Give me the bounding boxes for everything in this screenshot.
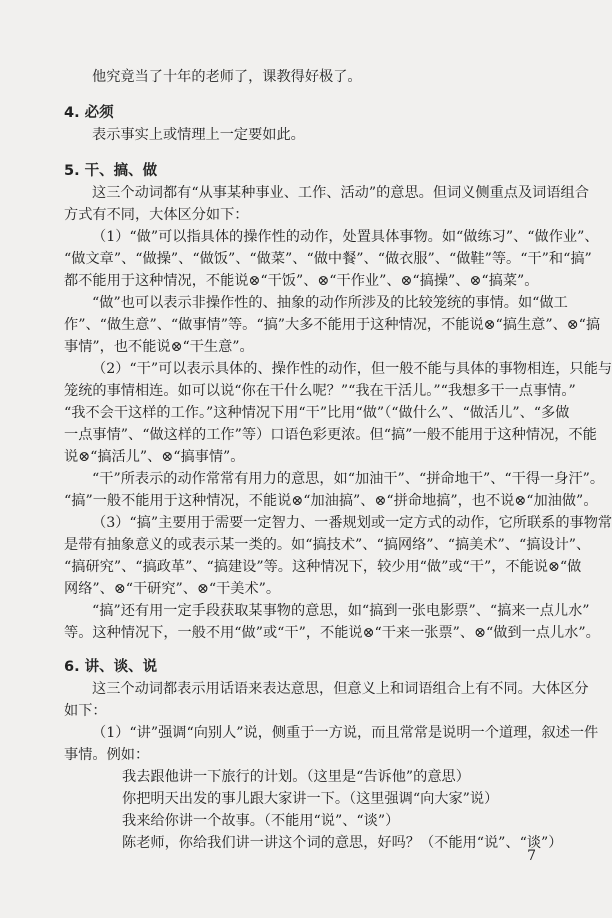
example-line: 我去跟他讲一下旅行的计划。（这里是“告诉他”的意思） xyxy=(122,769,470,785)
example-line: 你把明天出发的事儿跟大家讲一下。（这里强调“向大家”说） xyxy=(122,791,499,807)
text-line: 如下： xyxy=(64,703,107,719)
text-line: 表示事实上或情理上一定要如此。 xyxy=(92,127,305,143)
text-line: 一点事情”、“做这样的工作”等）口语色彩更浓。但“搞”一般不能用于这种情况，不能 xyxy=(64,427,597,443)
text-line: （1）“讲”强调“向别人”说，侧重于一方说，而且常常是说明一个道理，叙述一件 xyxy=(92,725,599,741)
text-line: “搞研究”、“搞政革”、“搞建设”等。这种情况下，较少用“做”或“干”，不能说⊗“做 xyxy=(64,559,582,575)
text-line: （3）“搞”主要用于需要一定智力、一番规划或一定方式的动作，它所联系的事物常 xyxy=(92,515,612,531)
text-line: “我不会干这样的工作。”这种情况下用“干”比用“做”（“做什么”、“做活儿”、“多做 xyxy=(64,405,570,421)
text-line: “做”也可以表示非操作性的、抽象的动作所涉及的比较笼统的事情。如“做工 xyxy=(92,295,568,311)
text-line: 都不能用于这种情况，不能说⊗“干饭”、⊗“干作业”、⊗“搞操”、⊗“搞菜”。 xyxy=(64,273,539,289)
text-line: “搞”还有用一定手段获取某事物的意思，如“搞到一张电影票”、“搞来一点儿水” xyxy=(92,603,590,619)
text-line: “搞”一般不能用于这种情况，不能说⊗“加油搞”、⊗“拼命地搞”，也不说⊗“加油做”。 xyxy=(64,493,598,509)
text-line: 事情。例如： xyxy=(64,747,150,763)
text-line: “干”所表示的动作常常有用力的意思，如“加油干”、“拼命地干”、“干得一身汗”。 xyxy=(92,471,605,487)
text-line: 等。这种情况下，一般不用“做”或“干”，不能说⊗“干来一张票”、⊗“做到一点儿水”。 xyxy=(64,625,600,641)
page-number: 7 xyxy=(527,848,536,864)
text-line: 这三个动词都有“从事某种事业、工作、活动”的意思。但词义侧重点及词语组合 xyxy=(92,185,589,201)
text-line: 他究竟当了十年的老师了，课教得好极了。 xyxy=(92,69,362,85)
example-line: 陈老师，你给我们讲一讲这个词的意思，好吗？（不能用“说”、“谈”） xyxy=(122,835,563,851)
text-line: 方式有不同，大体区分如下： xyxy=(64,207,249,223)
section-heading-5: 5. 干、搞、做 xyxy=(64,163,158,179)
section-heading-6: 6. 讲、谈、说 xyxy=(64,659,158,675)
section-heading-4: 4. 必须 xyxy=(64,105,114,121)
text-line: （1）“做”可以指具体的操作性的动作，处置具体事物。如“做练习”、“做作业”、 xyxy=(92,229,599,245)
text-line: “做文章”、“做操”、“做饭”、“做菜”、“做中餐”、“做衣服”、“做鞋”等。“干”和“搞” xyxy=(64,251,592,267)
text-line: （2）“干”可以表示具体的、操作性的动作，但一般不能与具体的事物相连，只能与 xyxy=(92,361,612,377)
text-line: 这三个动词都表示用话语来表达意思，但意义上和词语组合上有不同。大体区分 xyxy=(92,681,589,697)
page-body xyxy=(64,66,612,854)
text-line: 笼统的事情相连。如可以说“你在干什么呢？”“我在干活儿。”“我想多干一点事情。” xyxy=(64,383,576,399)
text-line: 说⊗“搞活儿”、⊗“搞事情”。 xyxy=(64,449,245,465)
text-line: 作”、“做生意”、“做事情”等。“搞”大多不能用于这种情况，不能说⊗“搞生意”、⊗“搞 xyxy=(64,317,601,333)
example-line: 我来给你讲一个故事。（不能用“说”、“谈”） xyxy=(122,813,400,829)
text-line: 网络”、⊗“干研究”、⊗“干美术”。 xyxy=(64,581,281,597)
text-line: 是带有抽象意义的或表示某一类的。如“搞技术”、“搞网络”、“搞美术”、“搞设计”、 xyxy=(64,537,591,553)
text-line: 事情”，也不能说⊗“干生意”。 xyxy=(64,339,254,355)
